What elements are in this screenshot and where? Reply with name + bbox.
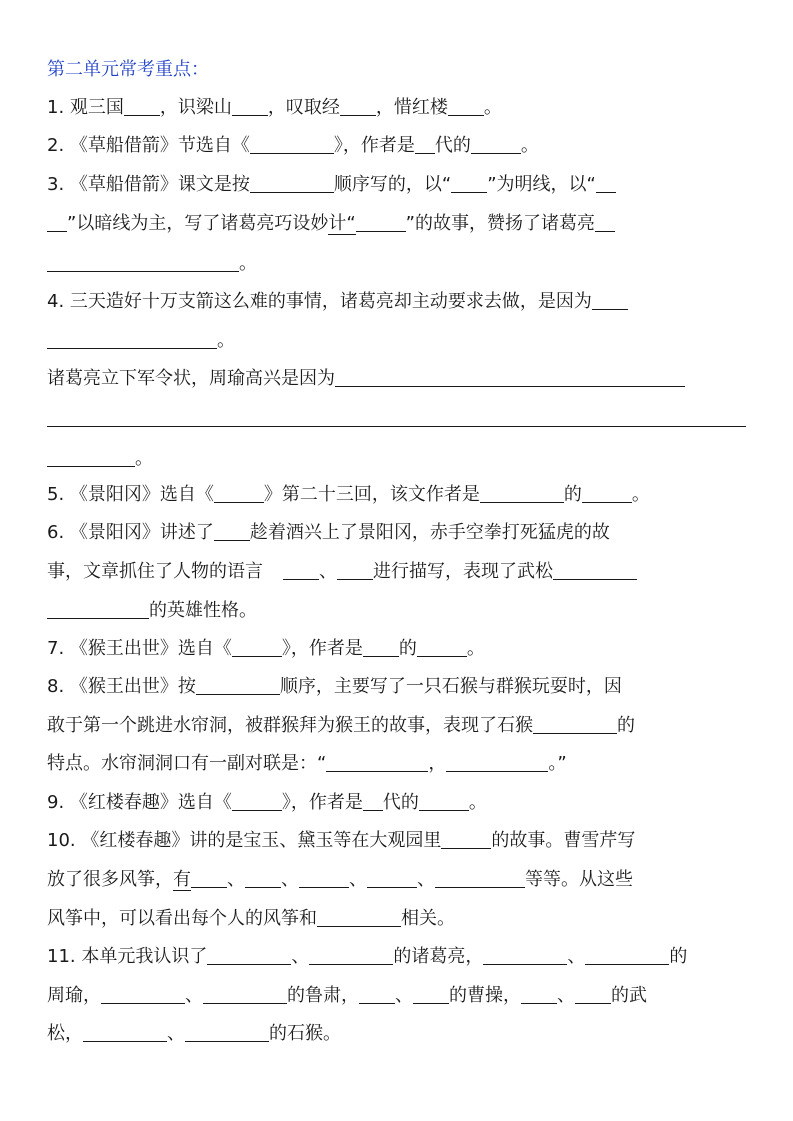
q11-text-e: 的 — [669, 946, 688, 967]
answer-blank[interactable] — [47, 600, 149, 619]
answer-blank[interactable] — [446, 753, 548, 772]
q5-text-a: 5. 《景阳冈》选自《 — [47, 484, 214, 505]
q10-text-k: 相关。 — [401, 908, 455, 929]
q6-text-e: 进行描写，表现了武松 — [373, 561, 553, 582]
answer-blank[interactable] — [232, 638, 282, 657]
question-4-end — [47, 440, 747, 478]
q11-text-j: 的曹操， — [449, 985, 521, 1006]
question-3 — [47, 166, 747, 204]
question-6-end — [47, 592, 747, 630]
q2-text-c: 代的 — [434, 135, 471, 156]
answer-blank[interactable] — [359, 985, 395, 1004]
answer-blank[interactable] — [207, 946, 291, 965]
answer-blank[interactable] — [471, 135, 521, 154]
q1-text-b: ，识梁山 — [159, 97, 232, 118]
q11-text-c: 的诸葛亮， — [393, 946, 484, 967]
answer-blank[interactable] — [214, 484, 264, 503]
question-2 — [47, 127, 747, 165]
answer-blank[interactable] — [337, 561, 373, 580]
q9-text-c: 代的 — [382, 792, 419, 813]
q7-text-d: 。 — [466, 638, 485, 659]
answer-blank[interactable] — [326, 753, 428, 772]
question-11-end — [47, 1015, 747, 1053]
q9-text-d: 。 — [468, 792, 487, 813]
question-1 — [47, 89, 747, 127]
question-6-cont — [47, 553, 747, 591]
answer-blank[interactable] — [595, 213, 615, 232]
q1-text-c: ，叹取经 — [267, 97, 340, 118]
question-8 — [47, 668, 747, 706]
q7-text-a: 7. 《猴王出世》选自《 — [47, 638, 232, 659]
answer-blank[interactable] — [415, 135, 435, 154]
answer-blank[interactable] — [480, 484, 564, 503]
q5-text-c: 的 — [563, 484, 582, 505]
question-7 — [47, 630, 747, 668]
answer-blank[interactable] — [553, 561, 637, 580]
q2-text-b: 》，作者是 — [333, 135, 415, 156]
q5-text-b: 》第二十三回，该文作者是 — [263, 484, 480, 505]
q4-text-c: 诸葛亮立下军令状，周瑜高兴是因为 — [47, 368, 335, 389]
q10-text-d: 有 — [173, 869, 191, 890]
answer-blank[interactable] — [419, 792, 469, 811]
q11-text-g: 、 — [185, 985, 203, 1006]
answer-blank[interactable] — [521, 985, 557, 1004]
q2-text-d: 。 — [520, 135, 539, 156]
q1-text-e: 。 — [483, 97, 502, 118]
q11-text-b: 、 — [291, 946, 310, 967]
answer-blank[interactable] — [363, 792, 383, 811]
q11-text-d: 、 — [567, 946, 586, 967]
q10-text-g: 、 — [349, 869, 367, 890]
question-4-line — [47, 400, 747, 438]
q2-text-a: 2. 《草船借箭》节选自《 — [47, 135, 250, 156]
question-10 — [47, 822, 747, 860]
q10-text-e: 、 — [227, 869, 245, 890]
q3-text-e: 计“ — [328, 213, 356, 234]
answer-blank[interactable] — [441, 830, 491, 849]
answer-blank[interactable] — [47, 213, 67, 232]
answer-blank[interactable] — [47, 448, 135, 467]
q10-text-i: 等等。从这些 — [525, 869, 633, 890]
q8-text-d: 的 — [617, 715, 635, 736]
q11-text-m: 松， — [47, 1023, 83, 1044]
question-8-cont — [47, 707, 747, 745]
answer-blank[interactable] — [191, 869, 227, 888]
answer-blank[interactable] — [47, 408, 746, 427]
q7-text-c: 的 — [398, 638, 417, 659]
q3-text-c: ”为明线，以“ — [487, 174, 596, 195]
q11-text-n: 、 — [167, 1023, 185, 1044]
question-10-end — [47, 900, 747, 938]
question-8-end — [47, 745, 747, 783]
q6-text-d: 、 — [319, 561, 337, 582]
q10-text-h: 、 — [417, 869, 435, 890]
question-3-cont — [47, 205, 747, 243]
answer-blank[interactable] — [250, 135, 334, 154]
q6-text-b: 趁着酒兴上了景阳冈，赤手空拳打死猛虎的故 — [249, 522, 610, 543]
q7-text-b: 》，作者是 — [281, 638, 363, 659]
question-6 — [47, 514, 747, 552]
question-4-cont — [47, 322, 747, 360]
q11-text-o: 的石猴。 — [269, 1023, 341, 1044]
q4-text-d: 。 — [135, 448, 153, 469]
q10-text-f: 、 — [281, 869, 299, 890]
q11-text-a: 11. 本单元我认识了 — [47, 946, 208, 967]
q11-text-k: 、 — [557, 985, 575, 1006]
answer-blank[interactable] — [575, 985, 611, 1004]
answer-blank[interactable] — [413, 985, 449, 1004]
answer-blank[interactable] — [83, 1023, 167, 1042]
q6-text-a: 6. 《景阳冈》讲述了 — [47, 522, 214, 543]
question-11 — [47, 938, 747, 976]
answer-blank[interactable] — [582, 484, 632, 503]
answer-blank[interactable] — [451, 174, 487, 193]
answer-blank[interactable] — [363, 638, 399, 657]
q3-text-b: 顺序写的，以“ — [333, 174, 452, 195]
q10-text-j: 风筝中，可以看出每个人的风筝和 — [47, 908, 317, 929]
answer-blank[interactable] — [250, 174, 334, 193]
q11-text-l: 的武 — [611, 985, 647, 1006]
answer-blank[interactable] — [367, 869, 417, 888]
answer-blank[interactable] — [592, 291, 628, 310]
answer-blank[interactable] — [245, 869, 281, 888]
answer-blank[interactable] — [101, 985, 185, 1004]
question-10-cont — [47, 861, 747, 899]
q11-text-i: 、 — [395, 985, 413, 1006]
answer-blank[interactable] — [185, 1023, 269, 1042]
q8-text-g: 。” — [548, 753, 567, 774]
question-3-end — [47, 245, 747, 283]
question-4-sub — [47, 360, 747, 398]
answer-blank[interactable] — [356, 213, 406, 232]
answer-blank[interactable] — [417, 638, 467, 657]
q11-text-h: 的鲁肃， — [287, 985, 359, 1006]
q10-text-a: 10. 《红楼春趣》讲的是宝玉、黛玉等在大观园里 — [47, 830, 442, 851]
q4-text-b: 。 — [217, 330, 235, 351]
answer-blank[interactable] — [448, 97, 484, 116]
answer-blank[interactable] — [232, 792, 282, 811]
q10-text-c: 放了很多风筝， — [47, 869, 173, 890]
answer-blank[interactable] — [585, 946, 669, 965]
q9-text-b: 》，作者是 — [281, 792, 363, 813]
answer-blank[interactable] — [435, 869, 525, 888]
answer-blank[interactable] — [317, 908, 401, 927]
answer-blank[interactable] — [124, 97, 160, 116]
q6-text-f: 的英雄性格。 — [149, 600, 257, 621]
question-9 — [47, 784, 747, 822]
answer-blank[interactable] — [283, 561, 319, 580]
q10-text-b: 的故事。曹雪芹写 — [491, 830, 636, 851]
answer-blank[interactable] — [47, 330, 217, 349]
answer-blank[interactable] — [196, 676, 280, 695]
question-11-cont — [47, 977, 747, 1015]
answer-blank[interactable] — [299, 869, 349, 888]
q11-text-f: 周瑜， — [47, 985, 101, 1006]
answer-blank[interactable] — [232, 97, 268, 116]
q6-text-c: 事，文章抓住了人物的语言 — [47, 561, 263, 582]
answer-blank[interactable] — [335, 368, 685, 387]
q3-text-d: ”以暗线为主，写了诸葛亮巧设妙 — [67, 213, 329, 234]
q9-text-a: 9. 《红楼春趣》选自《 — [47, 792, 232, 813]
q4-text-a: 4. 三天造好十万支箭这么难的事情，诸葛亮却主动要求去做，是因为 — [47, 291, 592, 312]
answer-blank[interactable] — [596, 174, 616, 193]
answer-blank[interactable] — [47, 253, 239, 272]
q1-text-d: ，惜红楼 — [375, 97, 448, 118]
q3-text-g: 。 — [239, 253, 257, 274]
q3-text-f: ”的故事，赞扬了诸葛亮 — [405, 213, 595, 234]
q8-text-e: 特点。水帘洞洞口有一副对联是：“ — [47, 753, 327, 774]
q8-text-c: 敢于第一个跳进水帘洞，被群猴拜为猴王的故事，表现了石猴 — [47, 715, 533, 736]
q1-text-a: 1. 观三国 — [47, 97, 124, 118]
answer-blank[interactable] — [483, 946, 567, 965]
q5-text-d: 。 — [631, 484, 650, 505]
q8-text-a: 8. 《猴王出世》按 — [47, 676, 196, 697]
answer-blank[interactable] — [214, 522, 250, 541]
section-heading: 第二单元常考重点： — [47, 59, 209, 80]
answer-blank[interactable] — [309, 946, 393, 965]
answer-blank[interactable] — [203, 985, 287, 1004]
question-4 — [47, 283, 747, 321]
answer-blank[interactable] — [340, 97, 376, 116]
answer-blank[interactable] — [533, 715, 617, 734]
q3-text-a: 3. 《草船借箭》课文是按 — [47, 174, 250, 195]
question-5 — [47, 476, 747, 514]
q8-text-b: 顺序，主要写了一只石猴与群猴玩耍时，因 — [279, 676, 622, 697]
q8-text-f: ， — [428, 753, 447, 774]
